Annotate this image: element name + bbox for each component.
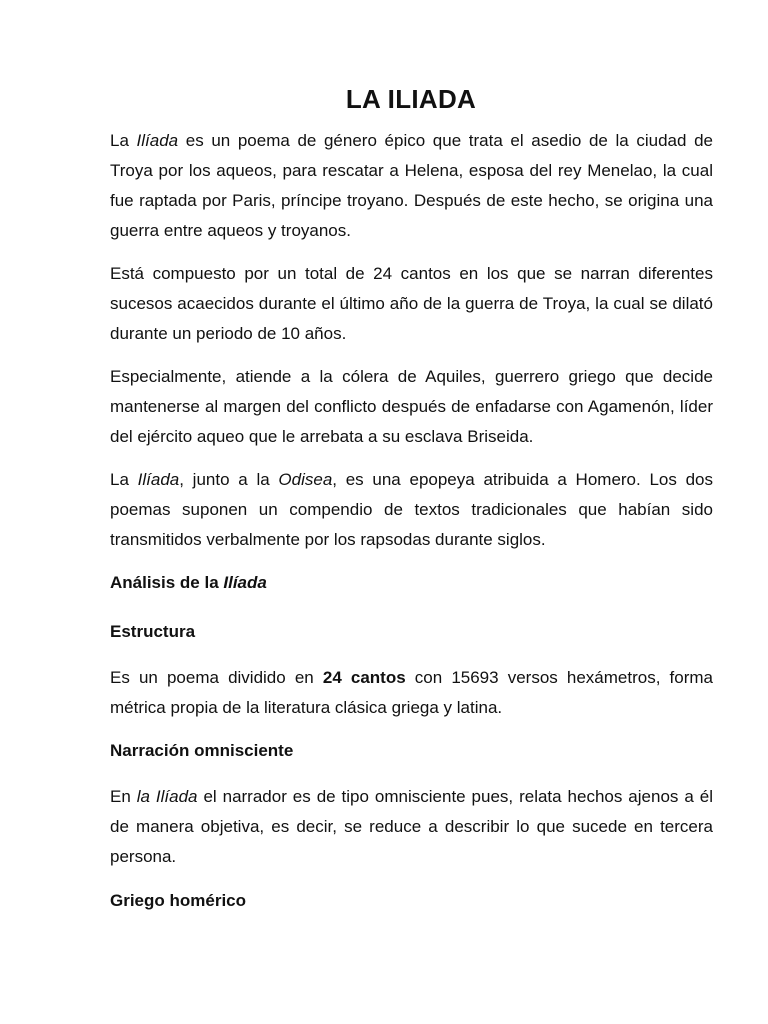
text-run: con 15693 versos hexámetros, forma métrica propia de la literatura clásica griega y latina. [110,668,713,717]
text-run: En [110,787,137,806]
paragraph-homero [110,465,713,555]
paragraph-estructura [110,663,713,723]
text-run: La [110,470,138,489]
paragraph-cantos: Está compuesto por un total de 24 cantos en los que se narran diferentes sucesos acaecidos durante el último año de la guerra de Troya, la cual se dilató durante un periodo de 10 años. [110,264,713,343]
paragraph-narracion [110,782,713,872]
heading-text: Análisis de la [110,573,224,592]
italic-text: Ilíada [136,131,179,150]
document-body [110,126,713,916]
text-run: Es un poema dividido en [110,668,323,687]
section-heading-estructura: Estructura [110,622,196,641]
text-run: La [110,131,137,150]
italic-text: la Ilíada [136,787,198,806]
section-heading-analisis [110,568,713,598]
italic-text: Ilíada [137,470,180,489]
bold-text: 24 cantos [322,668,406,687]
paragraph-aquiles: Especialmente, atiende a la cólera de Aquiles, guerrero griego que decide mantenerse al margen del conflicto después de enfadarse con Agamenón, líder del ejército aqueo que le arrebata a su esclava Briseida. [110,367,713,446]
text-run: el narrador es de tipo omnisciente pues, relata hechos ajenos a él de manera objetiva, es decir, se reduce a describir lo que sucede en tercera persona. [110,787,713,866]
text-run: , junto a la [179,470,279,489]
section-heading-narracion: Narración omnisciente [110,741,294,760]
page-title: LA ILIADA [345,84,477,114]
paragraph-intro [110,126,713,246]
italic-text: Ilíada [223,573,267,592]
text-run: , es una epopeya atribuida a Homero. Los dos poemas suponen un compendio de textos tradicionales que habían sido transmitidos verbalmente por los rapsodas durante siglos. [110,470,713,549]
section-heading-griego: Griego homérico [110,891,247,910]
italic-text: Odisea [278,470,333,489]
text-run: es un poema de género épico que trata el asedio de la ciudad de Troya por los aqueos, para rescatar a Helena, esposa del rey Menelao, la cual fue raptada por Paris, príncipe troyano. Después de este hecho, se origina una guerra entre aqueos y troyanos. [110,131,713,240]
